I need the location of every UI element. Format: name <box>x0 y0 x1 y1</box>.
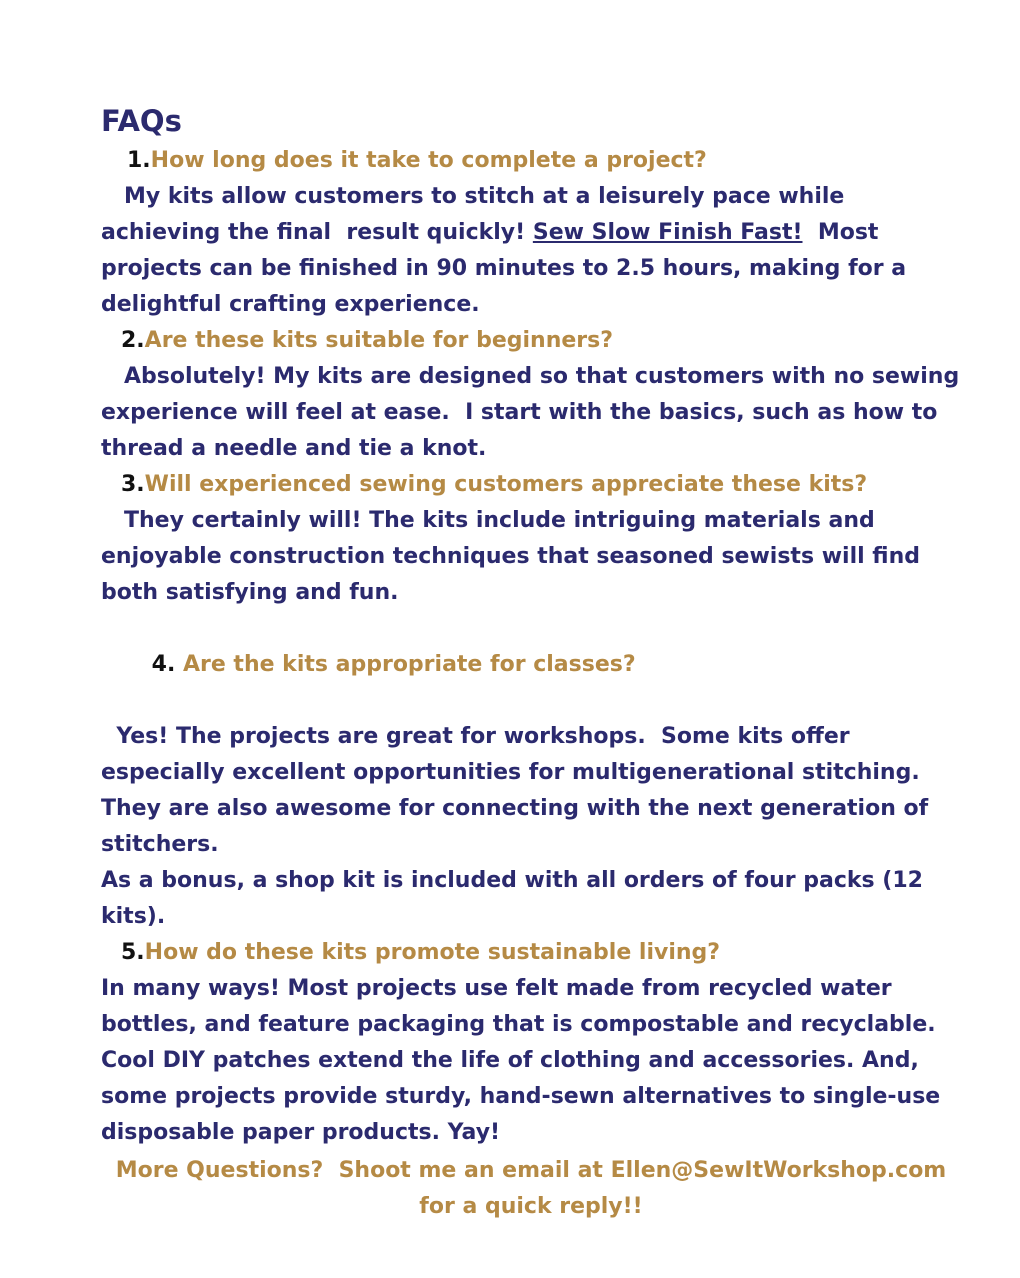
faq-answer-5: In many ways! Most projects use felt made from recycled water bottles, and feature packaging that is compostable and recyclable. Cool DIY patches extend the life of clothing and accessories. And, some projects provide sturdy, hand-sewn alternatives to single-use disposable paper products. Yay! <box>101 976 941 1145</box>
faq-question-1 <box>101 143 961 179</box>
question-text: How long does it take to complete a project? <box>150 148 707 173</box>
faq-answer-1 <box>101 179 961 323</box>
faq-answer-3: They certainly will! The kits include intriguing materials and enjoyable construction techniques that seasoned sewists will find both satisfying and fun. <box>101 508 928 605</box>
faq-answer-4: Yes! The projects are great for workshops. Some kits offer especially excellent opportunities for multigenerational stitching. They are also awesome for connecting with the next generation of stitchers. <box>101 724 936 857</box>
page-title: FAQs <box>101 104 182 138</box>
faq-page <box>101 101 967 1225</box>
question-number: 3. <box>121 472 145 497</box>
slogan-text: Sew Slow Finish Fast! <box>532 220 803 245</box>
question-text: Are these kits suitable for beginners? <box>144 328 613 353</box>
question-text: How do these kits promote sustainable living? <box>144 940 721 965</box>
answer-lead: My kits allow customers to stitch at a leisurely pace while achieving the final result quickly! <box>101 184 853 245</box>
faq-bonus-note: As a bonus, a shop kit is included with all orders of four packs (12 kits). <box>101 868 923 929</box>
question-number: 1. <box>127 148 151 173</box>
question-number: 5. <box>121 940 145 965</box>
question-number: 2. <box>121 328 145 353</box>
closing-line-2: for a quick reply!! <box>419 1194 643 1219</box>
closing-line-1: More Questions? Shoot me an email at Ellen@SewItWorkshop.com <box>115 1158 947 1183</box>
question-number: 4. <box>151 652 176 677</box>
answer-tail: Most projects can be finished in 90 minutes to 2.5 hours, making for a delightful crafting experience. <box>101 220 914 317</box>
faq-question-4 <box>101 611 961 719</box>
faq-question-3 <box>101 467 961 503</box>
closing-note <box>101 1153 961 1225</box>
faq-question-2 <box>101 323 961 359</box>
faq-answer-2: Absolutely! My kits are designed so that customers with no sewing experience will feel at ease. I start with the basics, such as how to thread a needle and tie a knot. <box>101 364 967 461</box>
question-text: Will experienced sewing customers appreciate these kits? <box>144 472 868 497</box>
faq-question-5 <box>101 935 961 971</box>
question-text: Are the kits appropriate for classes? <box>175 652 636 677</box>
